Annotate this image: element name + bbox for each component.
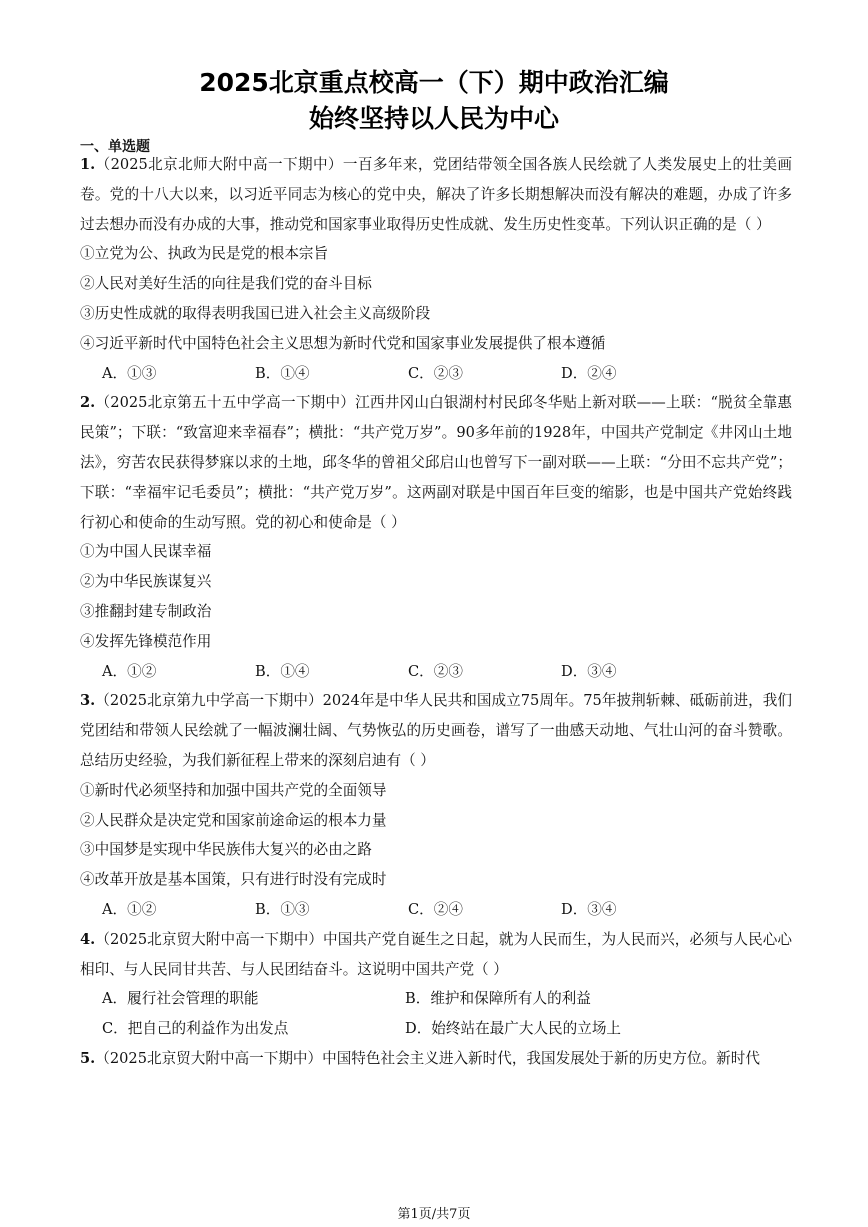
question-number: 3. bbox=[80, 692, 96, 710]
question-number: 2. bbox=[80, 394, 96, 412]
option-a: A．①② bbox=[102, 662, 157, 680]
option-d: D．③④ bbox=[561, 662, 617, 680]
option-b: B．维护和保障所有人的利益 bbox=[405, 990, 591, 1008]
statement-item: ②人民对美好生活的向往是我们党的奋斗目标 bbox=[80, 275, 372, 293]
section-heading: 一、单选题 bbox=[80, 139, 150, 155]
page-subtitle: 始终坚持以人民为中心 bbox=[308, 104, 559, 133]
statement-item: ①立党为公、执政为民是党的根本宗旨 bbox=[80, 245, 329, 263]
question-stem: （2025北京贸大附中高一下期中）中国特色社会主义进入新时代，我国发展处于新的历史方位。新时代 bbox=[95, 1049, 760, 1067]
statement-item: ③中国梦是实现中华民族伟大复兴的必由之路 bbox=[80, 841, 372, 859]
question-stem: （2025北京贸大附中高一下期中）中国共产党自诞生之日起，就为人民而生，为人民而兴，必须与人民心心相印、与人民同甘共苦、与人民团结奋斗。这说明中国共产党（ ） bbox=[80, 930, 792, 978]
question-number: 1. bbox=[80, 156, 96, 173]
statement-item: ③历史性成就的取得表明我国已进入社会主义高级阶段 bbox=[80, 304, 431, 322]
answer-options bbox=[80, 984, 792, 1044]
answer-options bbox=[80, 359, 792, 389]
option-a: A．①③ bbox=[102, 364, 157, 382]
statement-item: ②为中华民族谋复兴 bbox=[80, 573, 212, 591]
page-number: 第1页/共7页 bbox=[397, 1207, 471, 1222]
question-number: 5. bbox=[80, 1049, 96, 1067]
statement-item: ③推翻封建专制政治 bbox=[80, 602, 212, 620]
answer-options bbox=[80, 657, 792, 687]
question-stem: （2025北京北师大附中高一下期中）一百多年来，党团结带领全国各族人民绘就了人类发展史上的壮美画卷。党的十八大以来，以习近平同志为核心的党中央，解决了许多长期想解决而没有解决的难题，办成了许多过去想办而没有办成的大事，推动党和国家事业取得历史性成就、发生历史性变革。下列认识正确的是（ ） bbox=[80, 156, 792, 233]
option-c: C．②③ bbox=[408, 662, 463, 680]
statement-item: ④习近平新时代中国特色社会主义思想为新时代党和国家事业发展提供了根本遵循 bbox=[80, 334, 606, 352]
question-list bbox=[80, 150, 792, 1074]
statement-item: ④改革开放是基本国策，只有进行时没有完成时 bbox=[80, 871, 387, 889]
question-5 bbox=[80, 1044, 792, 1074]
question-1 bbox=[80, 150, 792, 388]
question-stem: （2025北京第五十五中学高一下期中）江西井冈山白银湖村村民邱冬华贴上新对联——上联：“脱贫全靠惠民策”；下联：“致富迎来幸福春”；横批：“共产党万岁”。90多年前的1928年，中国共产党制定《井冈山土地法》，穷苦农民获得梦寐以求的土地，邱冬华的曾祖父邱启山也曾写下一副对联——上联：“分田不忘共产党”；下联：“幸福牢记毛委员”；横批：“共产党万岁”。这两副对联是中国百年巨变的缩影，也是中国共产党始终践行初心和使命的生动写照。党的初心和使命是（ ） bbox=[80, 394, 792, 531]
option-a: A．①② bbox=[102, 900, 157, 918]
question-2 bbox=[80, 388, 792, 686]
option-d: D．始终站在最广大人民的立场上 bbox=[405, 1020, 622, 1038]
option-b: B．①④ bbox=[255, 364, 310, 382]
option-c: C．②④ bbox=[408, 900, 463, 918]
option-d: D．②④ bbox=[561, 364, 617, 382]
statement-item: ②人民群众是决定党和国家前途命运的根本力量 bbox=[80, 811, 387, 829]
page-title: 2025北京重点校高一（下）期中政治汇编 bbox=[199, 68, 669, 97]
answer-options bbox=[80, 895, 792, 925]
option-b: B．①④ bbox=[255, 662, 310, 680]
option-c: C．②③ bbox=[408, 364, 463, 382]
statement-item: ①为中国人民谋幸福 bbox=[80, 543, 212, 561]
statement-item: ④发挥先锋模范作用 bbox=[80, 632, 212, 650]
option-a: A．履行社会管理的职能 bbox=[102, 990, 259, 1008]
question-number: 4. bbox=[80, 930, 96, 948]
option-c: C．把自己的利益作为出发点 bbox=[102, 1020, 289, 1038]
question-3 bbox=[80, 686, 792, 924]
option-b: B．①③ bbox=[255, 900, 310, 918]
option-d: D．③④ bbox=[561, 900, 617, 918]
statement-item: ①新时代必须坚持和加强中国共产党的全面领导 bbox=[80, 781, 387, 799]
question-4 bbox=[80, 925, 792, 1044]
question-stem: （2025北京第九中学高一下期中）2024年是中华人民共和国成立75周年。75年披荆斩棘、砥砺前进，我们党团结和带领人民绘就了一幅波澜壮阔、气势恢弘的历史画卷，谱写了一曲感天动地、气壮山河的奋斗赞歌。总结历史经验，为我们新征程上带来的深刻启迪有（ ） bbox=[80, 692, 792, 769]
